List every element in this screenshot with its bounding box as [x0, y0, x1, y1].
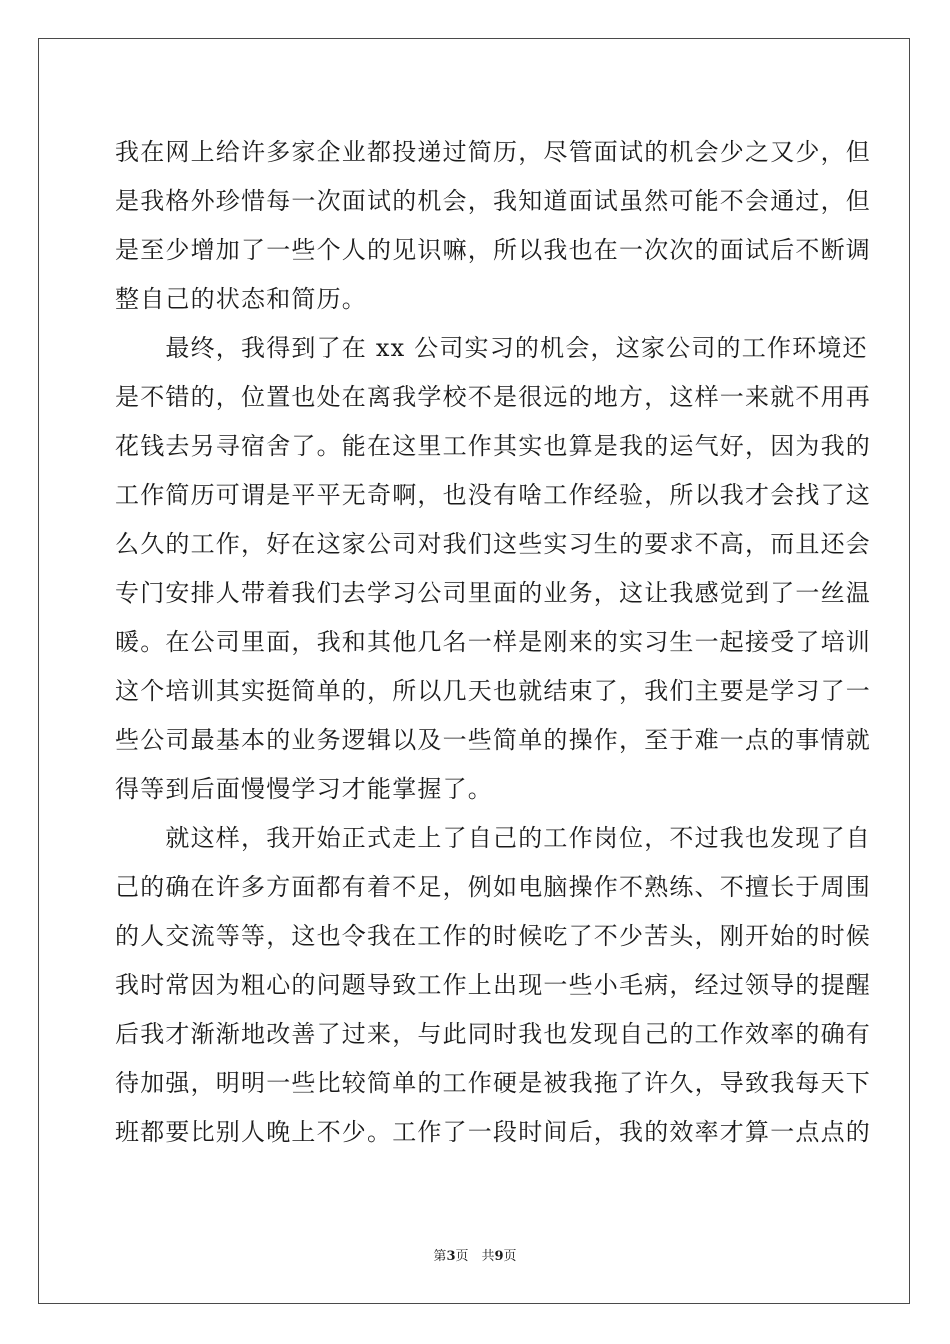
text-line: 我在网上给许多家企业都投递过简历，尽管面试的机会少之又少，但	[115, 138, 871, 166]
text-line: 暖。在公司里面，我和其他几名一样是刚来的实习生一起接受了培训	[115, 628, 871, 656]
footer-prefix: 第	[433, 1249, 447, 1264]
document-body	[115, 128, 871, 1157]
text-line: 就这样，我开始正式走上了自己的工作岗位，不过我也发现了自	[115, 824, 871, 852]
text-line: 班都要比别人晚上不少。工作了一段时间后，我的效率才算一点点的	[115, 1118, 871, 1146]
footer-suffix: 页	[503, 1249, 517, 1264]
text-line: 是不错的，位置也处在离我学校不是很远的地方，这样一来就不用再	[115, 383, 871, 411]
page-number-footer	[0, 1249, 950, 1265]
text-line: 我时常因为粗心的问题导致工作上出现一些小毛病，经过领导的提醒	[115, 971, 871, 999]
text-line: 待加强，明明一些比较简单的工作硬是被我拖了许久，导致我每天下	[115, 1069, 871, 1097]
text-line: 的人交流等等，这也令我在工作的时候吃了不少苦头，刚开始的时候	[115, 922, 871, 950]
text-line: 花钱去另寻宿舍了。能在这里工作其实也算是我的运气好，因为我的	[115, 432, 871, 460]
text-line: 是我格外珍惜每一次面试的机会，我知道面试虽然可能不会通过，但	[115, 187, 871, 215]
total-page-count: 9	[494, 1249, 504, 1264]
text-line: 得等到后面慢慢学习才能掌握了。	[115, 775, 493, 803]
text-line: 己的确在许多方面都有着不足，例如电脑操作不熟练、不擅长于周围	[115, 873, 871, 901]
text-line: 些公司最基本的业务逻辑以及一些简单的操作，至于难一点的事情就	[115, 726, 871, 754]
current-page-number: 3	[446, 1249, 456, 1264]
text-line: 后我才渐渐地改善了过来，与此同时我也发现自己的工作效率的确有	[115, 1020, 871, 1048]
text-line: 这个培训其实挺简单的，所以几天也就结束了，我们主要是学习了一	[115, 677, 871, 705]
text-line: 整自己的状态和简历。	[115, 285, 367, 313]
text-line: 么久的工作，好在这家公司对我们这些实习生的要求不高，而且还会	[115, 530, 871, 558]
text-line: 专门安排人带着我们去学习公司里面的业务，这让我感觉到了一丝温	[115, 579, 871, 607]
text-line: 工作简历可谓是平平无奇啊，也没有啥工作经验，所以我才会找了这	[115, 481, 871, 509]
footer-middle: 页 共	[455, 1249, 495, 1264]
text-line: 最终，我得到了在 xx 公司实习的机会，这家公司的工作环境还	[115, 334, 868, 362]
text-line: 是至少增加了一些个人的见识嘛，所以我也在一次次的面试后不断调	[115, 236, 871, 264]
